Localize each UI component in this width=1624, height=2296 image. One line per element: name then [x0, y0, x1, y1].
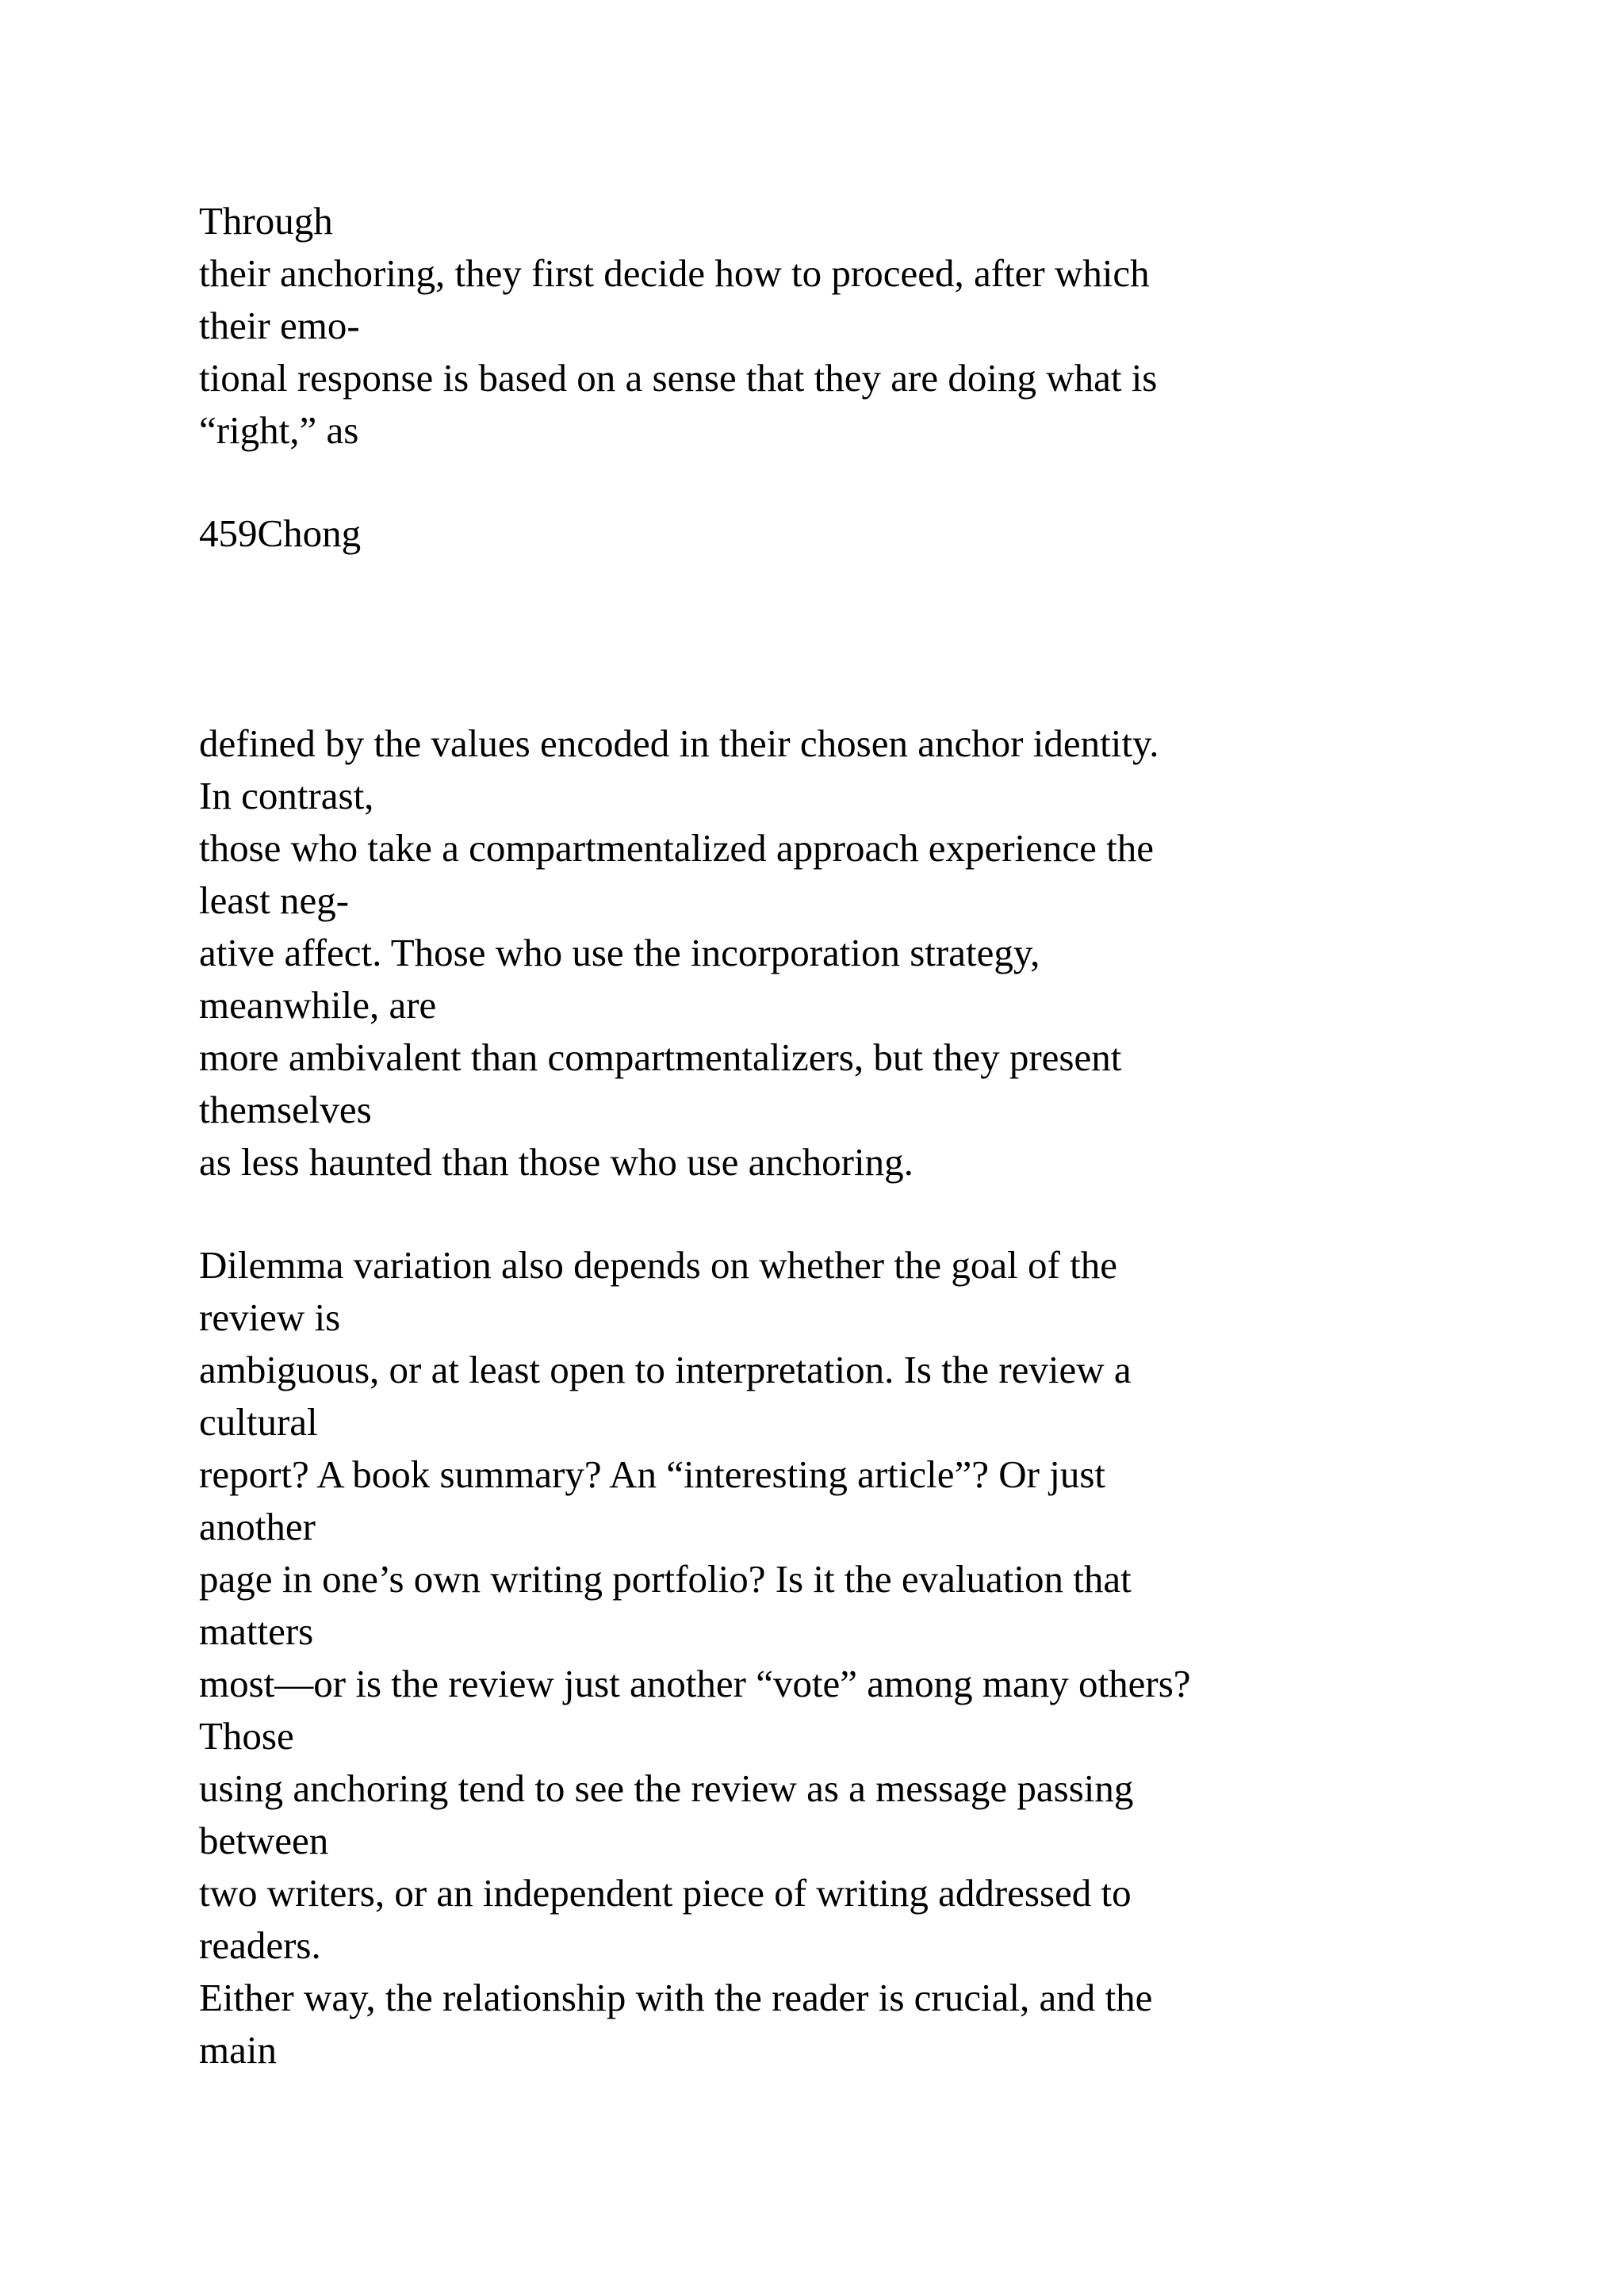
text-line: review is — [199, 1295, 341, 1339]
text-line: main — [199, 2028, 277, 2072]
text-line: two writers, or an independent piece of writing addressed to — [199, 1871, 1132, 1915]
text-line: Those — [199, 1714, 294, 1758]
text-line: as less haunted than those who use anchoring. — [199, 1140, 914, 1184]
text-line: readers. — [199, 1923, 321, 1967]
text-line: themselves — [199, 1088, 372, 1131]
text-line: their emo- — [199, 304, 360, 347]
text-line: report? A book summary? An “interesting article”? Or just — [199, 1452, 1106, 1496]
paragraph-through-anchoring — [199, 195, 1468, 457]
text-line: ambiguous, or at least open to interpretation. Is the review a — [199, 1348, 1132, 1391]
text-line: tional response is based on a sense that they are doing what is — [199, 356, 1158, 400]
text-line: most—or is the review just another “vote” among many others? — [199, 1662, 1191, 1705]
text-line: Through — [199, 199, 333, 243]
text-line: another — [199, 1505, 316, 1548]
text-line: least neg- — [199, 878, 350, 922]
text-line: more ambivalent than compartmentalizers, but they present — [199, 1035, 1122, 1079]
page-number-author: 459Chong — [199, 511, 362, 555]
text-line: Dilemma variation also depends on whether the goal of the — [199, 1243, 1117, 1287]
text-line: “right,” as — [199, 408, 359, 452]
text-line: page in one’s own writing portfolio? Is it the evaluation that — [199, 1557, 1132, 1601]
text-line: those who take a compartmentalized approach experience the — [199, 826, 1155, 870]
paragraph-defined-by-values — [199, 718, 1468, 1188]
page-header — [199, 507, 1468, 560]
text-line: matters — [199, 1609, 314, 1653]
text-line: their anchoring, they first decide how to proceed, after which — [199, 251, 1150, 295]
paragraph-dilemma-variation — [199, 1239, 1468, 2076]
text-line: defined by the values encoded in their chosen anchor identity. — [199, 721, 1159, 765]
text-line: In contrast, — [199, 774, 374, 817]
text-line: ative affect. Those who use the incorporation strategy, — [199, 931, 1040, 974]
text-line: between — [199, 1819, 329, 1862]
text-line: meanwhile, are — [199, 983, 437, 1027]
text-line: Either way, the relationship with the reader is crucial, and the — [199, 1976, 1153, 2019]
text-line: using anchoring tend to see the review as a message passing — [199, 1766, 1134, 1810]
text-line: cultural — [199, 1400, 318, 1444]
